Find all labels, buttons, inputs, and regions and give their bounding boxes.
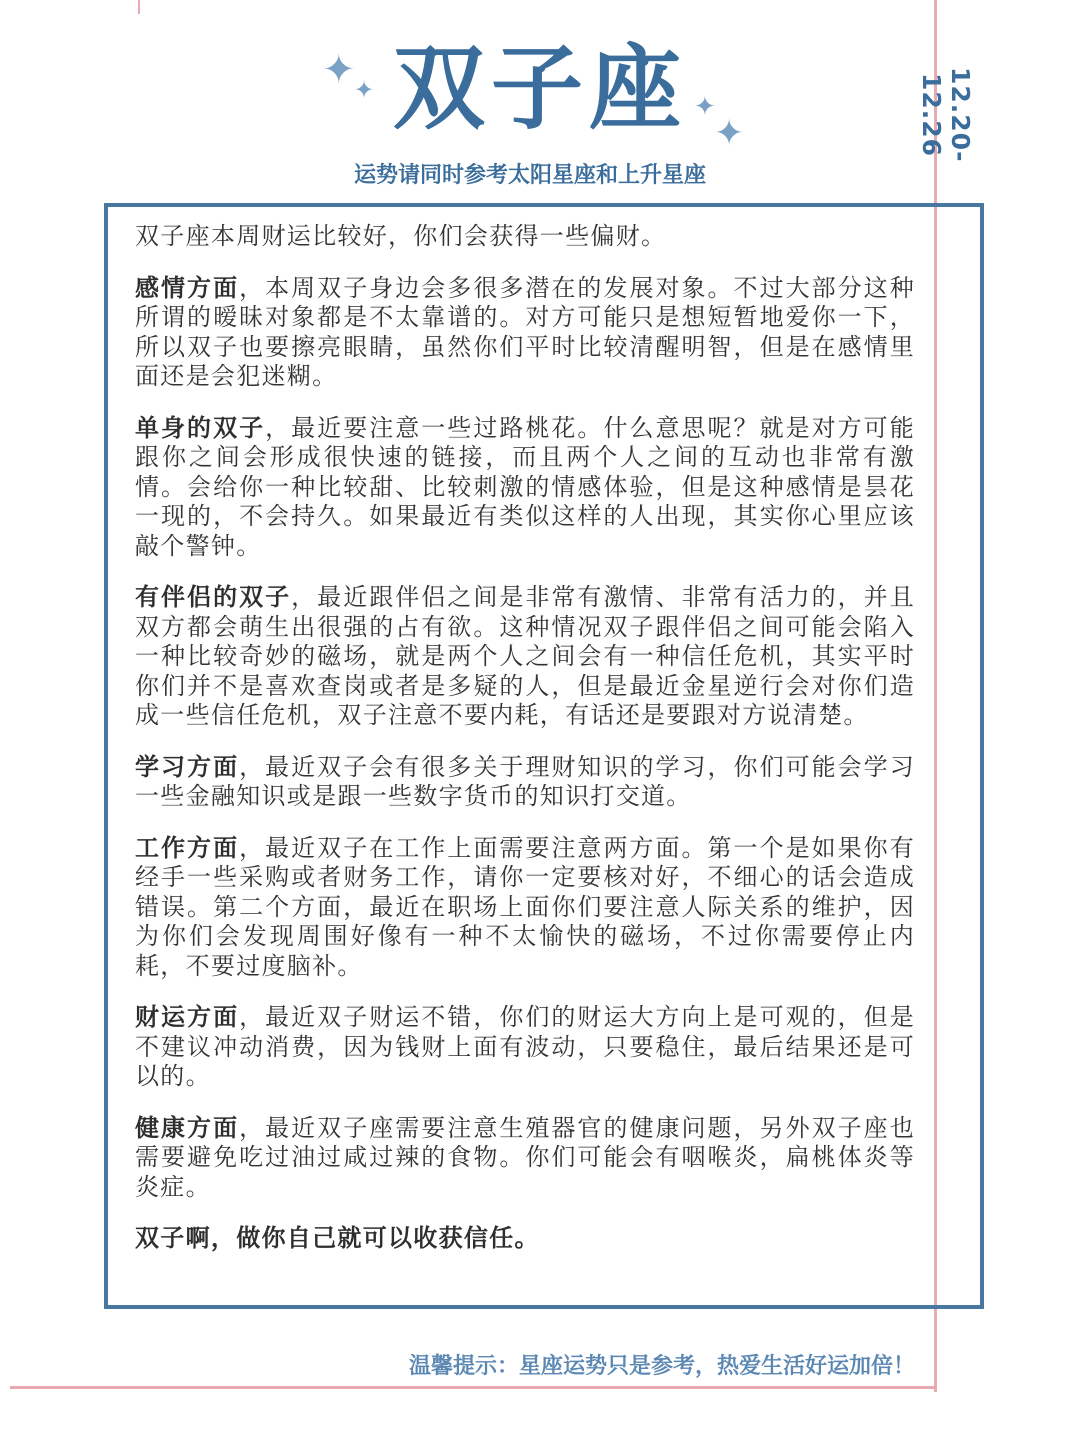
section-text: ，最近要注意一些过路桃花。什么意思呢？就是对方可能跟你之间会形成很快速的链接，而且两个人之间的互动也非常有激情。会给你一种比较甜、比较刺激的情感体验，但是这种感情是昙花一现的，不会持久。如果最近有类似这样的人出现，其实你心里应该敲个警钟。	[135, 413, 916, 560]
page-subtitle: 运势请同时参考太阳星座和上升星座	[353, 163, 706, 188]
date-range: 12.20-12.26	[917, 67, 975, 163]
horoscope-content	[135, 222, 915, 1276]
footer-tip: 温馨提示：星座运势只是参考，热爱生活好运加倍！	[408, 1354, 915, 1379]
section-love	[135, 274, 915, 392]
sparkle-icon: ✦	[714, 113, 745, 154]
section-health	[135, 1114, 915, 1203]
page-title: 双子座	[392, 35, 687, 142]
sparkle-icon: ✦	[354, 76, 375, 104]
section-heading: 有伴侣的双子	[135, 583, 292, 611]
section-text: ，最近双子会有很多关于理财知识的学习，你们可能会学习一些金融知识或是跟一些数字货币的知识打交道。	[135, 752, 915, 810]
section-heading: 学习方面	[135, 752, 240, 781]
section-text: ，本周双子身边会多很多潜在的发展对象。不过大部分这种所谓的暧昧对象都是不太靠谱的。对方可能只是想短暂地爱你一下，所以双子也要擦亮眼睛，虽然你们平时比较清醒明智，但是在感情里面还是会犯迷糊。	[135, 273, 915, 390]
section-text: ，最近双子座需要注意生殖器官的健康问题，另外双子座也需要避免吃过油过咸过辣的食物。你们可能会有咽喉炎，扁桃体炎等炎症。	[135, 1113, 915, 1201]
section-heading: 健康方面	[135, 1113, 240, 1142]
section-partnered	[135, 583, 915, 731]
section-heading: 感情方面	[135, 273, 240, 302]
closing-line: 双子啊，做你自己就可以收获信任。	[135, 1224, 540, 1252]
sparkle-icon: ✦	[322, 47, 356, 93]
intro-paragraph: 双子座本周财运比较好，你们会获得一些偏财。	[135, 222, 667, 250]
section-heading: 工作方面	[135, 833, 240, 862]
sparkle-icon: ✦	[694, 92, 716, 122]
section-heading: 财运方面	[135, 1003, 240, 1031]
section-wealth	[135, 1003, 915, 1092]
pink-horizontal-line	[10, 1386, 937, 1389]
section-heading: 单身的双子	[135, 413, 266, 442]
section-work	[135, 834, 915, 982]
section-text: ，最近双子在工作上面需要注意两方面。第一个是如果你有经手一些采购或者财务工作，请你一定要核对好，不细心的话会造成错误。第二个方面，最近在职场上面你们要注意人际关系的维护，因为你们会发现周围好像有一种不太愉快的磁场，不过你需要停止内耗，不要过度脑补。	[135, 833, 915, 980]
pink-top-tick	[138, 0, 140, 14]
section-text: ，最近双子财运不错，你们的财运大方向上是可观的，但是不建议冲动消费，因为钱财上面有波动，只要稳住，最后结果还是可以的。	[135, 1003, 915, 1090]
section-text: ，最近跟伴侣之间是非常有激情、非常有活力的，并且双方都会萌生出很强的占有欲。这种情况双子跟伴侣之间可能会陷入一种比较奇妙的磁场，就是两个人之间会有一种信任危机，其实平时你们并不是喜欢查岗或者是多疑的人，但是最近金星逆行会对你们造成一些信任危机，双子注意不要内耗，有话还是要跟对方说清楚。	[135, 583, 915, 729]
section-study	[135, 753, 915, 812]
section-single	[135, 414, 915, 562]
